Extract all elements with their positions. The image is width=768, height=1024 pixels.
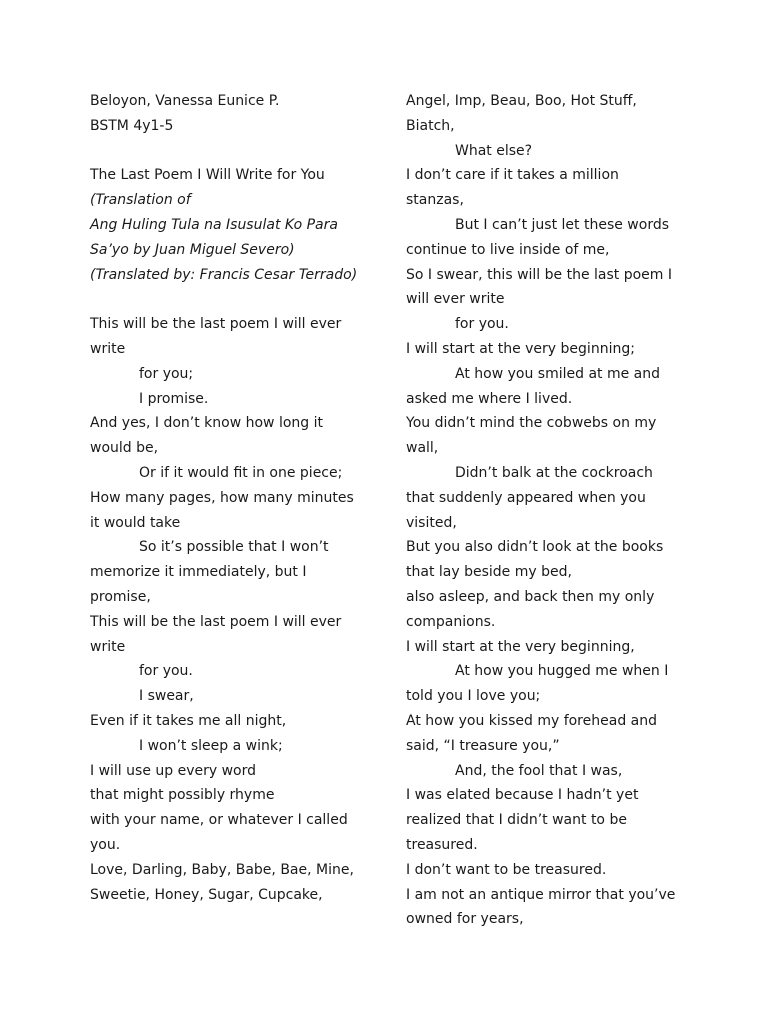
text-line: And yes, I don’t know how long it <box>90 415 324 432</box>
text-line: I won’t sleep a wink; <box>139 737 283 754</box>
text-line: Sweetie, Honey, Sugar, Cupcake, <box>90 886 323 903</box>
text-line: How many pages, how many minutes <box>90 489 354 506</box>
text-line: So I swear, this will be the last poem I <box>406 266 672 283</box>
text-line: Love, Darling, Baby, Babe, Bae, Mine, <box>90 861 354 878</box>
text-line: And, the fool that I was, <box>455 762 623 779</box>
text-line: for you. <box>455 316 509 333</box>
text-line: Didn’t balk at the cockroach <box>455 464 653 481</box>
text-line: Angel, Imp, Beau, Boo, Hot Stuff, <box>406 93 637 109</box>
text-line: that might possibly rhyme <box>90 787 275 804</box>
text-line: (Translated by: Francis Cesar Terrado) <box>90 266 358 283</box>
text-line: Or if it would fit in one piece; <box>139 464 343 481</box>
text-line: companions. <box>406 613 496 630</box>
text-line: realized that I didn’t want to be <box>406 812 627 829</box>
text-line: I promise. <box>139 390 209 407</box>
text-line: I will use up every word <box>90 762 257 779</box>
text-line: also asleep, and back then my only <box>406 588 655 605</box>
text-line: treasured. <box>406 836 478 853</box>
text-line: So it’s possible that I won’t <box>139 539 329 556</box>
text-line: This will be the last poem I will ever <box>90 316 342 333</box>
text-line: But I can’t just let these words <box>455 216 670 233</box>
text-line: for you; <box>139 365 194 382</box>
text-line: Even if it takes me all night, <box>90 712 287 729</box>
text-line: I am not an antique mirror that you’ve <box>406 886 676 903</box>
text-line: stanzas, <box>406 192 464 209</box>
text-line: would be, <box>90 440 159 457</box>
text-line: This will be the last poem I will ever <box>90 613 342 630</box>
text-line: Ang Huling Tula na Isusulat Ko Para <box>90 216 338 233</box>
text-line: The Last Poem I Will Write for You <box>90 167 325 184</box>
text-line: I will start at the very beginning, <box>406 638 635 655</box>
text-line: with your name, or whatever I called <box>90 812 348 829</box>
text-line: said, “I treasure you,” <box>406 737 560 754</box>
text-line: told you I love you; <box>406 688 541 705</box>
left-column <box>90 89 380 907</box>
text-line: At how you smiled at me and <box>455 365 661 382</box>
text-line: You didn’t mind the cobwebs on my <box>406 415 657 432</box>
text-line: I will start at the very beginning; <box>406 340 635 357</box>
text-line: owned for years, <box>406 911 524 928</box>
text-line: will ever write <box>406 291 505 308</box>
text-line: asked me where I lived. <box>406 390 573 407</box>
text-line: Sa’yo by Juan Miguel Severo) <box>90 241 295 258</box>
text-line: But you also didn’t look at the books <box>406 539 664 556</box>
right-column <box>406 89 696 932</box>
text-line: write <box>90 340 126 357</box>
text-line: that lay beside my bed, <box>406 564 572 581</box>
text-line: it would take <box>90 514 181 531</box>
text-line: I swear, <box>139 688 194 705</box>
text-line: you. <box>90 836 121 853</box>
text-line: BSTM 4y1-5 <box>90 117 174 134</box>
text-line: that suddenly appeared when you <box>406 489 646 506</box>
blank-line <box>90 287 380 312</box>
text-line: promise, <box>90 588 151 605</box>
text-line: I don’t care if it takes a million <box>406 167 619 184</box>
text-line: write <box>90 638 126 655</box>
text-line: What else? <box>455 142 533 159</box>
text-line: for you. <box>139 663 193 680</box>
text-line: (Translation of <box>90 192 191 209</box>
text-line: I don’t want to be treasured. <box>406 861 607 878</box>
text-line: visited, <box>406 514 457 531</box>
text-line: I was elated because I hadn’t yet <box>406 787 639 804</box>
text-line: Beloyon, Vanessa Eunice P. <box>90 93 280 109</box>
text-line: At how you hugged me when I <box>455 663 669 680</box>
text-line: Biatch, <box>406 117 455 134</box>
text-line: wall, <box>406 440 439 457</box>
text-line: continue to live inside of me, <box>406 241 610 258</box>
blank-line <box>90 139 380 164</box>
text-line: At how you kissed my forehead and <box>406 712 657 729</box>
text-line: memorize it immediately, but I <box>90 564 307 581</box>
